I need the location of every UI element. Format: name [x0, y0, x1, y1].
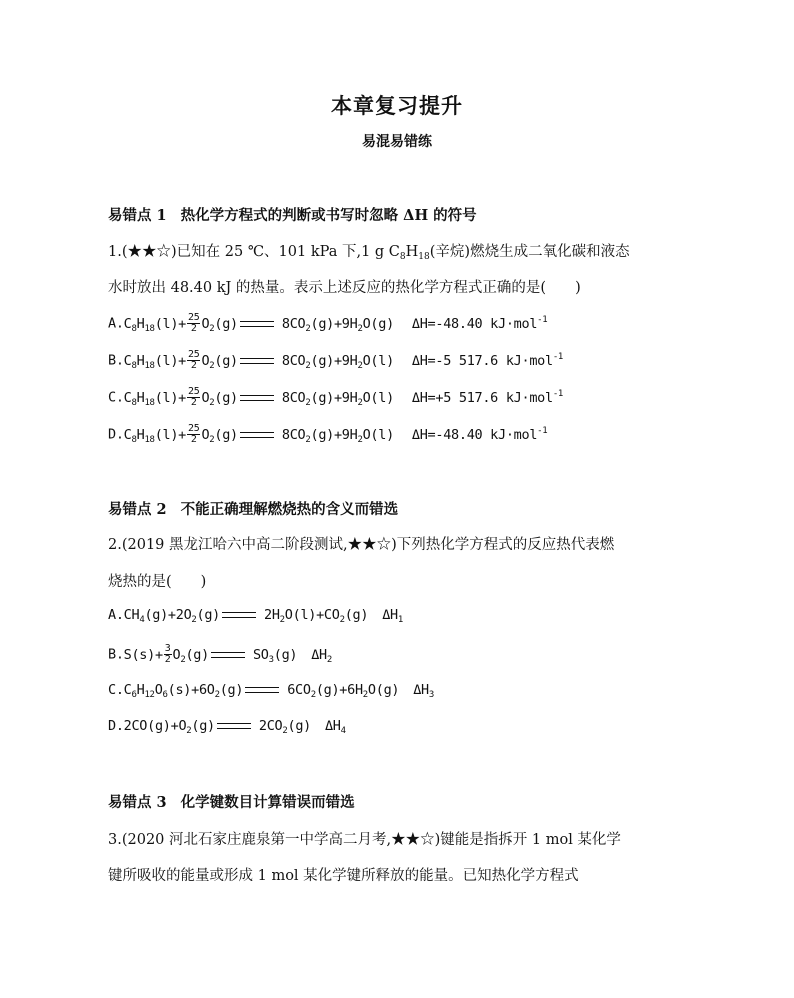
equals-sign: [217, 723, 251, 729]
question-2-line-1: [108, 533, 614, 554]
option-label: B.: [108, 352, 124, 369]
option-enthalpy: ΔH=-5 517.6 kJ·mol$^{-1}$: [411, 351, 564, 369]
option-2d: [108, 718, 346, 734]
option-rhs: $SO_3(g)$: [252, 646, 298, 665]
option-label: A.: [108, 315, 124, 332]
page-subtitle: 易混易错练: [362, 134, 432, 150]
section-3-heading-label: 易错点 3: [108, 794, 167, 811]
option-label: D.: [108, 718, 124, 734]
option-rhs: $2CO_2(g)$: [258, 718, 311, 736]
page-title: 本章复习提升: [331, 93, 463, 118]
question-1-text-2: 水时放出 48.40 kJ 的热量。表示上述反应的热化学方程式正确的是( ): [108, 280, 581, 296]
question-3-text-2: 键所吸收的能量或形成 1 mol 某化学键所释放的能量。已知热化学方程式: [108, 868, 579, 884]
section-1-heading: [108, 204, 477, 225]
option-enthalpy: ΔH=-48.40 kJ·mol$^{-1}$: [411, 314, 548, 332]
option-1d: [108, 424, 547, 445]
option-enthalpy: ΔH=+5 517.6 kJ·mol$^{-1}$: [411, 388, 564, 406]
option-enthalpy: $\Delta H_2$: [311, 646, 333, 665]
option-label: D.: [108, 426, 124, 443]
option-label: A.: [108, 607, 124, 623]
option-enthalpy: $\Delta H_4$: [324, 718, 346, 736]
section-3-heading-text: 化学键数目计算错误而错选: [180, 794, 355, 811]
option-label: C.: [108, 682, 124, 698]
option-2c: [108, 682, 434, 698]
option-lhs: S(s)+ $\frac{3}{2}$ $O_2(g)$: [123, 643, 209, 665]
option-rhs: $8CO_2(g)+9H_2O(g)$: [281, 315, 394, 334]
section-2-heading-text: 不能正确理解燃烧热的含义而错选: [180, 501, 399, 518]
section-1-heading-label: 易错点 1: [108, 207, 167, 224]
equals-sign: [211, 652, 245, 658]
section-3-heading: [108, 791, 355, 812]
equals-sign: [240, 358, 274, 364]
equals-sign: [245, 687, 279, 693]
option-1c: [108, 387, 563, 408]
section-2-heading: [108, 498, 398, 519]
option-rhs: $8CO_2(g)+9H_2O(l)$: [281, 352, 394, 371]
option-1b: [108, 350, 563, 371]
option-lhs: $2CO(g)+O_2(g)$: [123, 718, 215, 736]
question-2-line-2: [108, 570, 206, 591]
question-1-text-1: 1.(★★☆)已知在 25 ℃、101 kPa 下,1 g $C_8H_{18}$(辛烷)燃烧生成二氧化碳和液态: [108, 244, 630, 262]
equals-sign: [240, 321, 274, 327]
option-1a: [108, 313, 547, 334]
question-1-line-2: [108, 276, 581, 297]
option-rhs: $2H_2O(l)+CO_2(g)$: [264, 607, 369, 625]
option-2a: [108, 607, 403, 623]
question-2-text-1: 2.(2019 黑龙江哈六中高二阶段测试,★★☆)下列热化学方程式的反应热代表燃: [108, 537, 615, 553]
equals-sign: [240, 432, 274, 438]
equals-sign: [222, 612, 256, 618]
option-rhs: $8CO_2(g)+9H_2O(l)$: [281, 389, 394, 408]
option-lhs: $C_8H_{18}(l)+$ $\frac{25}{2}$ $O_2(g)$: [123, 386, 238, 408]
option-rhs: $8CO_2(g)+9H_2O(l)$: [281, 426, 394, 445]
section-1-heading-text: 热化学方程式的判断或书写时忽略 ΔH 的符号: [180, 207, 477, 224]
option-label: C.: [108, 389, 124, 406]
option-enthalpy: ΔH=-48.40 kJ·mol$^{-1}$: [411, 425, 548, 443]
option-lhs: $CH_4(g)+2O_2(g)$: [123, 607, 221, 625]
option-enthalpy: $\Delta H_1$: [382, 607, 403, 625]
option-lhs: $C_6H_{12}O_6(s)+6O_2(g)$: [123, 682, 244, 700]
option-rhs: $6CO_2(g)+6H_2O(g)$: [287, 682, 400, 700]
option-lhs: $C_8H_{18}(l)+$ $\frac{25}{2}$ $O_2(g)$: [123, 349, 238, 371]
question-1-line-1: [108, 240, 630, 261]
option-lhs: $C_8H_{18}(l)+$ $\frac{25}{2}$ $O_2(g)$: [123, 423, 238, 445]
question-3-line-1: [108, 828, 621, 849]
question-3-line-2: [108, 864, 579, 885]
option-lhs: $C_8H_{18}(l)+$ $\frac{25}{2}$ $O_2(g)$: [123, 312, 238, 334]
option-enthalpy: $\Delta H_3$: [413, 682, 435, 700]
option-label: B.: [108, 646, 124, 663]
section-2-heading-label: 易错点 2: [108, 501, 167, 518]
question-2-text-2: 烧热的是( ): [108, 574, 207, 590]
option-2b: [108, 644, 332, 665]
question-3-text-1: 3.(2020 河北石家庄鹿泉第一中学高二月考,★★☆)键能是指拆开 1 mol 某化学: [108, 832, 621, 848]
equals-sign: [240, 395, 274, 401]
